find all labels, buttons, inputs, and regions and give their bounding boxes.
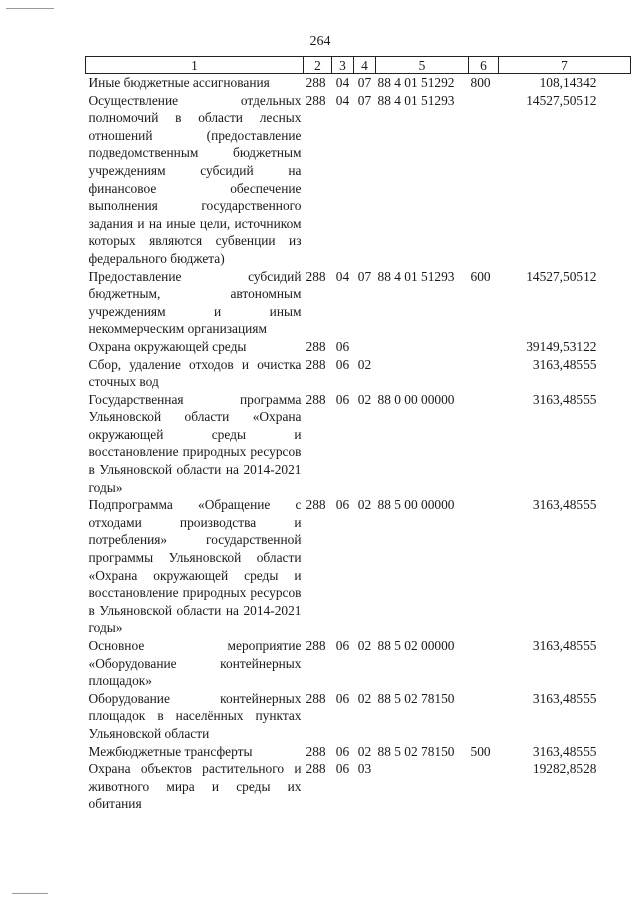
row-expense-type: [469, 496, 499, 637]
row-admin-code: 288: [305, 391, 326, 407]
row-expense-type: 500: [470, 743, 491, 759]
table-row: [86, 743, 631, 761]
row-item-name: Охрана окружающей среды: [88, 338, 247, 354]
row-target-article: [376, 760, 469, 813]
table-row: [86, 268, 631, 338]
row-section-code: 06: [335, 638, 350, 653]
row-expense-type: 600: [470, 268, 491, 284]
row-item-name: Охрана объектов растительного и животного мира и среды их обитания: [88, 761, 302, 812]
row-target-article: 88 5 00 00000: [377, 497, 455, 513]
row-expense-type: [469, 690, 499, 743]
row-expense-type: [469, 760, 499, 813]
row-item-name: Предоставление субсидий бюджетным, автономным учреждениям и иным некоммерческим организациям: [88, 268, 302, 337]
table-row: [86, 690, 631, 743]
table-row: [86, 92, 631, 268]
header-col-5: 5: [376, 57, 469, 74]
header-col-2: 2: [304, 57, 332, 74]
page-number: 264: [309, 34, 331, 49]
row-subsection-code: 07: [357, 75, 372, 90]
row-admin-code: 288: [305, 690, 326, 706]
row-item-name: Осуществление отдельных полномочий в области лесных отношений (предоставление подведомственным бюджетным учреждениям субсидий на финансовое обеспечение выполнения государственного задания и на иные цели, источником которых являются субвенции из федерального бюджета): [88, 92, 302, 266]
row-admin-code: 288: [305, 356, 326, 372]
header-row: [86, 57, 631, 74]
row-amount: 14527,50512: [526, 268, 597, 284]
table-row: [86, 760, 631, 813]
table-row: [86, 637, 631, 690]
header-col-3: 3: [332, 57, 354, 74]
table-row: [86, 338, 631, 356]
row-subsection-code: 03: [357, 761, 372, 777]
row-section-code: 06: [335, 356, 350, 372]
row-item-name: Основное мероприятие «Оборудование контейнерных площадок»: [88, 638, 302, 689]
row-target-article: 88 5 02 78150: [377, 690, 455, 706]
row-target-article: 88 5 02 78150: [377, 743, 455, 759]
row-expense-type: 800: [470, 75, 491, 90]
row-admin-code: 288: [305, 743, 326, 759]
row-amount: 3163,48555: [532, 690, 597, 706]
row-amount: 14527,50512: [526, 92, 597, 108]
row-subsection-code: 02: [357, 356, 372, 372]
table-row: [86, 496, 631, 637]
row-amount: 108,14342: [539, 75, 597, 90]
row-admin-code: 288: [305, 92, 326, 108]
row-item-name: Межбюджетные трансферты: [88, 743, 253, 759]
row-subsection-code: 07: [357, 268, 372, 284]
row-subsection-code: 02: [357, 690, 372, 706]
budget-table: [85, 56, 631, 813]
row-amount: 3163,48555: [532, 391, 597, 407]
row-admin-code: 288: [305, 268, 326, 284]
row-item-name: Иные бюджетные ассигнования: [88, 75, 270, 90]
table-header: [86, 57, 631, 74]
row-section-code: 04: [335, 75, 350, 90]
header-col-7: 7: [499, 57, 631, 74]
row-admin-code: 288: [305, 638, 326, 653]
row-target-article: 88 4 01 51293: [377, 92, 455, 108]
table-row: [86, 391, 631, 497]
row-subsection-code: [354, 338, 376, 356]
row-section-code: 04: [335, 268, 350, 284]
row-amount: 3163,48555: [532, 497, 597, 513]
row-admin-code: 288: [305, 338, 326, 354]
row-item-name: Государственная программа Ульяновской области «Охрана окружающей среды и восстановление природных ресурсов в Ульяновской области на 2014-2021 годы»: [88, 391, 302, 495]
row-subsection-code: 02: [357, 497, 372, 513]
row-section-code: 06: [335, 338, 350, 354]
row-target-article: 88 5 02 00000: [377, 638, 455, 653]
row-subsection-code: 02: [357, 743, 372, 759]
row-item-name: Оборудование контейнерных площадок в населённых пунктах Ульяновской области: [88, 690, 302, 741]
row-section-code: 06: [335, 743, 350, 759]
header-col-1: 1: [86, 57, 304, 74]
scan-edge-mark-bottom: [12, 893, 48, 894]
row-amount: 3163,48555: [532, 356, 597, 372]
row-target-article: 88 0 00 00000: [377, 391, 455, 407]
row-target-article: [376, 338, 469, 356]
table-row: [86, 74, 631, 92]
row-amount: 3163,48555: [532, 743, 597, 759]
row-admin-code: 288: [305, 75, 326, 90]
row-target-article: 88 4 01 51293: [377, 268, 455, 284]
row-expense-type: [469, 391, 499, 497]
budget-table-container: [85, 56, 630, 813]
row-amount: 19282,8528: [532, 761, 597, 777]
row-expense-type: [469, 637, 499, 690]
row-section-code: 06: [335, 690, 350, 706]
row-subsection-code: 07: [357, 92, 372, 108]
row-expense-type: [469, 338, 499, 356]
row-section-code: 06: [335, 391, 350, 407]
row-admin-code: 288: [305, 761, 326, 777]
row-expense-type: [469, 92, 499, 268]
header-col-4: 4: [354, 57, 376, 74]
row-subsection-code: 02: [357, 638, 372, 653]
row-expense-type: [469, 356, 499, 391]
table-row: [86, 356, 631, 391]
row-section-code: 04: [335, 92, 350, 108]
row-section-code: 06: [335, 497, 350, 513]
row-section-code: 06: [335, 761, 350, 777]
row-amount: 3163,48555: [532, 638, 597, 653]
row-item-name: Сбор, удаление отходов и очистка сточных вод: [88, 356, 302, 390]
scan-edge-mark-top: [6, 8, 54, 9]
row-amount: 39149,53122: [526, 338, 597, 354]
row-admin-code: 288: [305, 497, 326, 513]
row-subsection-code: 02: [357, 391, 372, 407]
row-target-article: [376, 356, 469, 391]
header-col-6: 6: [469, 57, 499, 74]
table-body: [86, 74, 631, 813]
row-target-article: 88 4 01 51292: [377, 75, 455, 90]
row-item-name: Подпрограмма «Обращение с отходами производства и потребления» государственной программы Ульяновской области «Охрана окружающей среды и восстановление природных ресурсов в Ульяновской области на 2014-2021 годы»: [88, 497, 302, 636]
